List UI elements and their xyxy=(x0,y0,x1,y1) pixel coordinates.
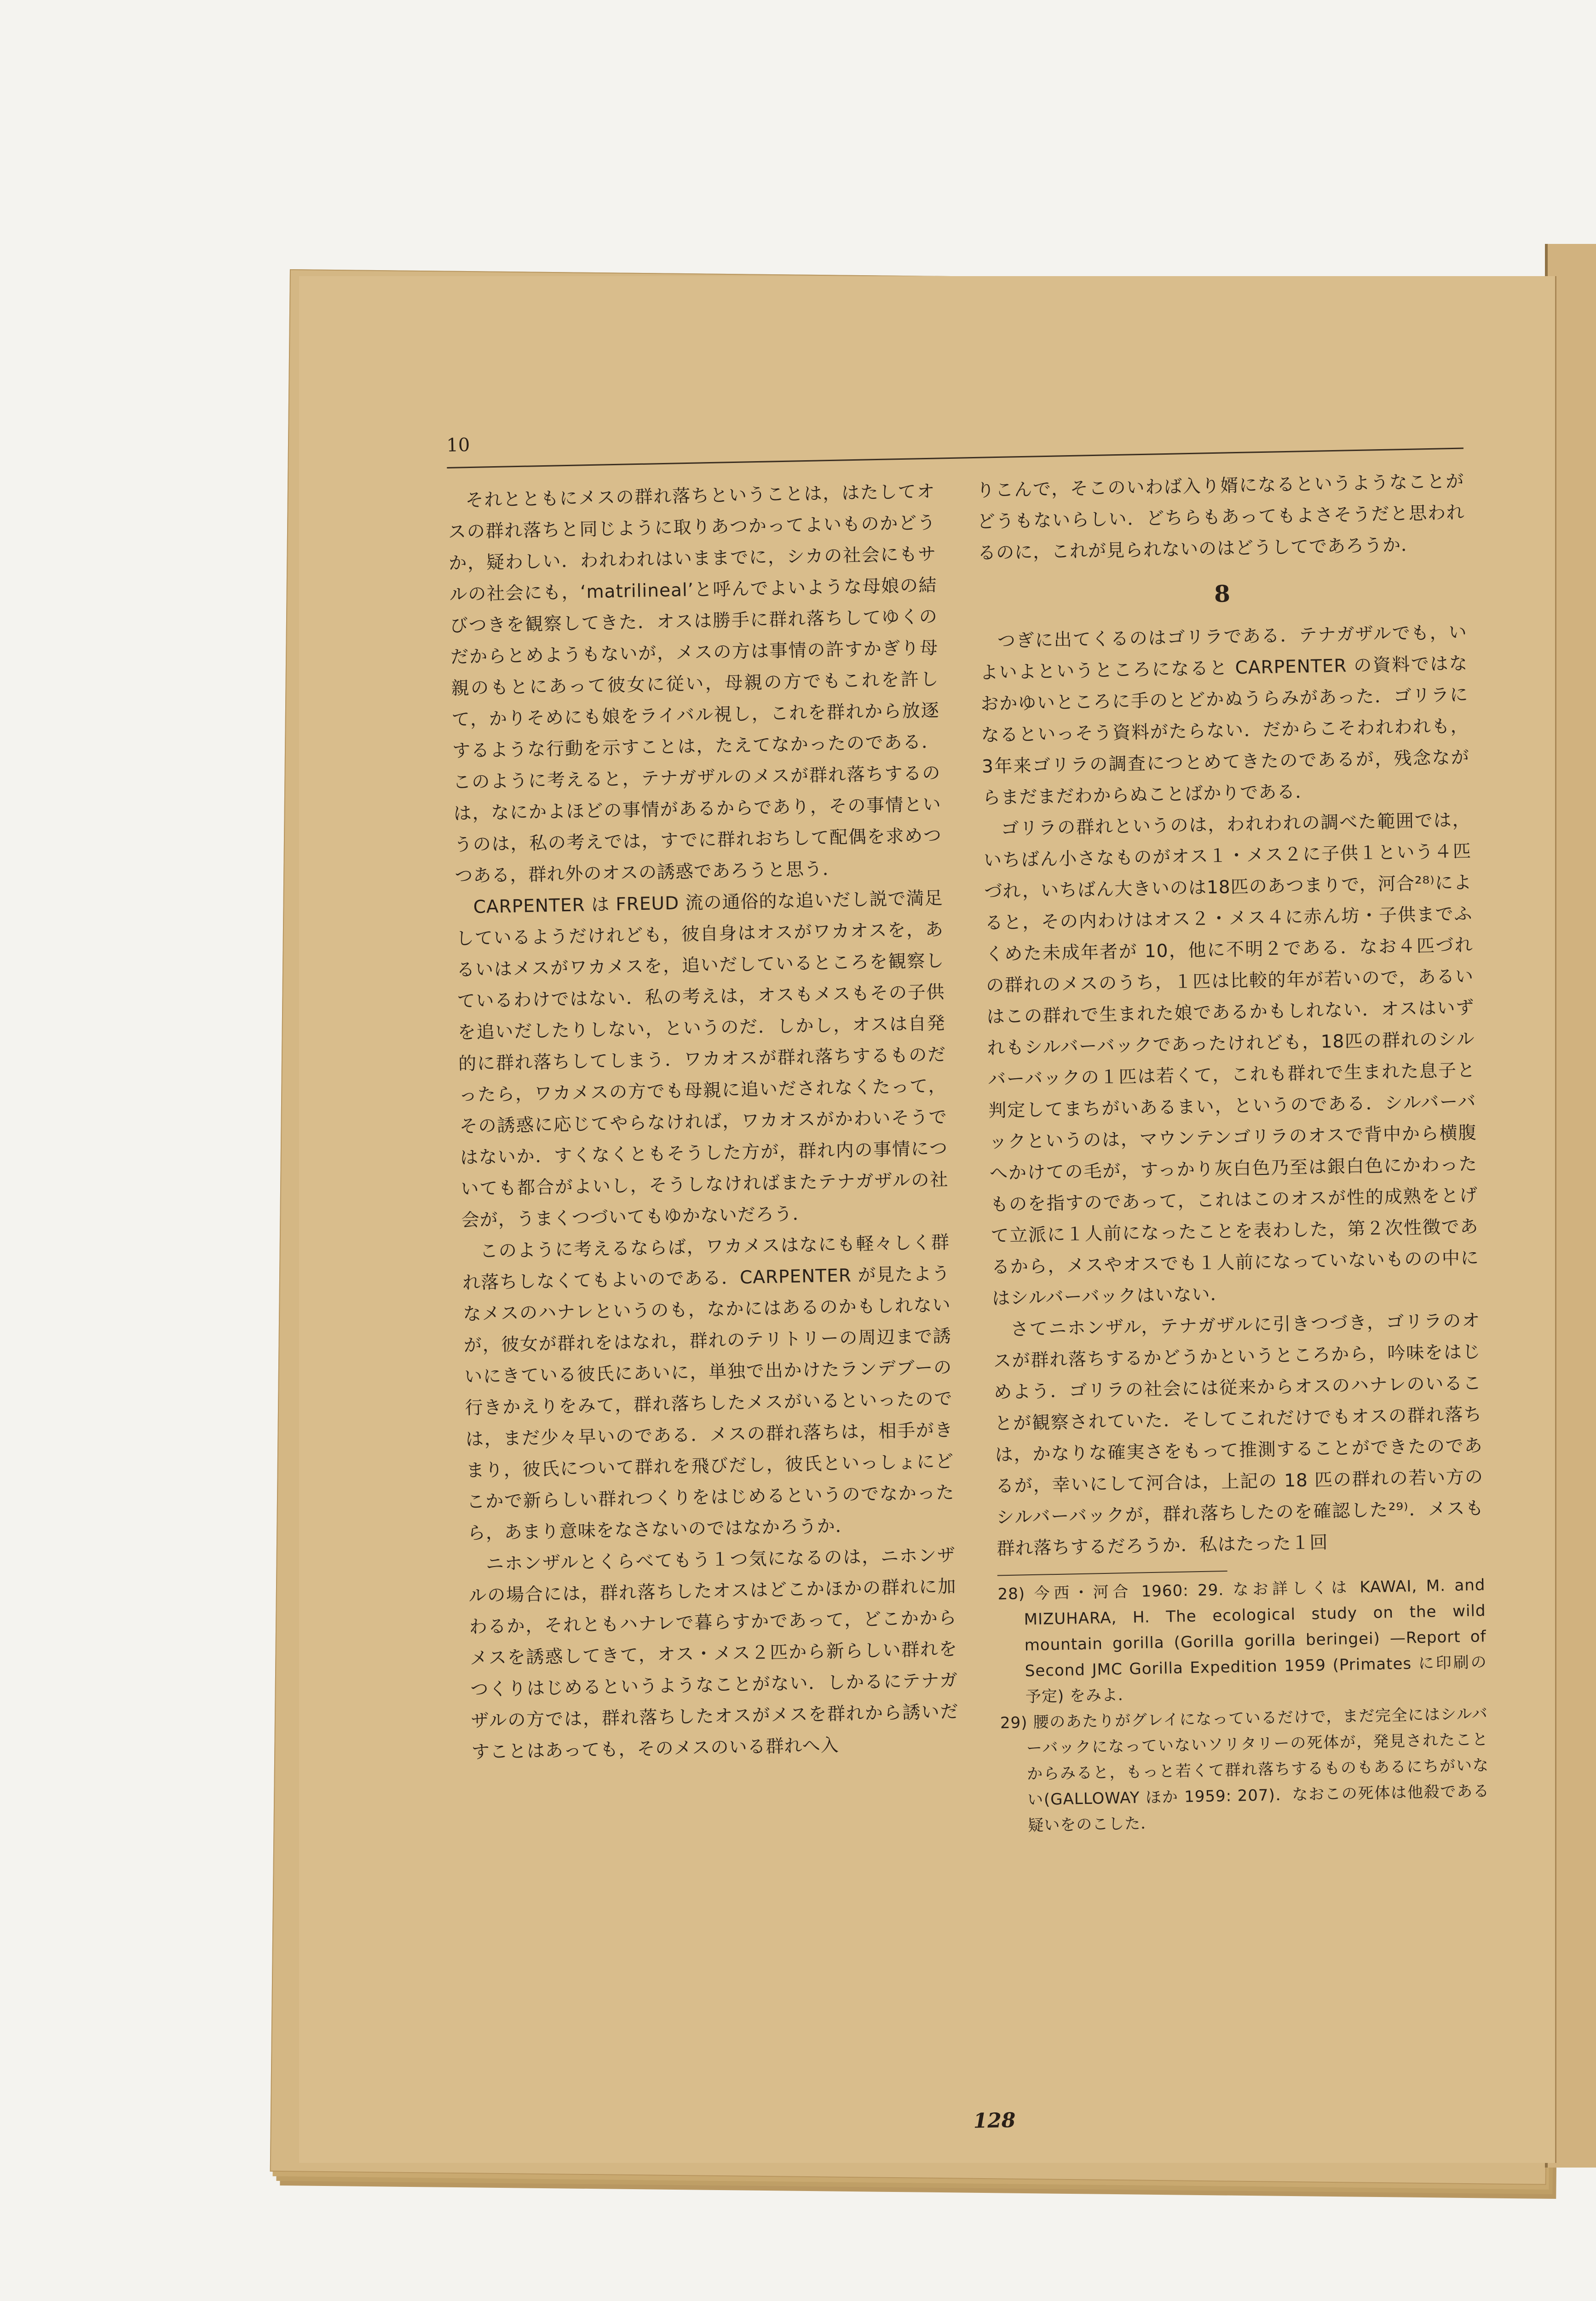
body-paragraph: さてニホンザル，テナガザルに引きつづき，ゴリラのオスが群れ落ちするかどうかというところから，吟味をはじめよう．ゴリラの社会には従来からオスのハナレのいることが観察されていた．そしてこれだけでもオスの群れ落ちは，かなりな確実さをもって推測することができたのであるが，幸いにして河合は，上記の 18 匹の群れの若い方のシルバーバックが，群れ落ちしたのを確認した²⁹⁾．メスも群れ落ちするだろうか．私はたった１回 xyxy=(993,1310,1484,1560)
page-content xyxy=(446,415,1510,2137)
book-page xyxy=(299,276,1556,2163)
body-paragraph: それとともにメスの群れ落ちということは，はたしてオスの群れ落ちと同じように取りあつかってよいものかどうか，疑わしい．われわれはいままでに，シカの社会にもサルの社会にも，‘matrilineal’と呼んでよいような母娘の結びつきを観察してきた．オスは勝手に群れ落ちしてゆくのだからとめようもないが，メスの方は事情の許すかぎり母親のもとにあって彼女に従い，母親の方でもこれを許して，かりそめにも娘をライバル視し，これを群れから放逐するような行動を示すことは，たえてなかったのである．このように考えると，テナガザルのメスが群れ落ちするのは，なにかよほどの事情があるからであり，その事情というのは，私の考えでは，すでに群れおちして配偶を求めつつある，群れ外のオスの誘惑であろうと思う． xyxy=(448,481,942,887)
body-paragraph: りこんで，そこのいわば入り婿になるというようなことがどうもないらしい．どちらもあってもよさそうだと思われるのに，これが見られないのはどうしてであろうか． xyxy=(976,471,1465,564)
body-paragraph: CARPENTER は FREUD 流の通俗的な追いだし説で満足しているようだけれども，彼自身はオスがワカオスを，あるいはメスがワカメスを，追いだしているところを観察しているわけではない．私の考えは，オスもメスもその子供を追いだしたりしない，というのだ．しかし，オスは自発的に群れ落ちしてしまう．ワカオスが群れ落ちするものだったら，ワカメスの方でも母親に追いだされなくたって，その誘惑に応じてやらなければ，ワカオスがかわいそうではないか．すくなくともそうした方が，群れ内の事情についても都合がよいし，そうしなければまたテナガザルの社会が，うまくつづいてもゆかないだろう． xyxy=(455,888,949,1231)
footnote-rule xyxy=(997,1571,1227,1576)
footnote: 28) 今西・河合 1960: 29. なお詳しくは KAWAI, M. and MIZUHARA, H. The ecological study on the wild mountain gorilla (Gorilla gorilla beringei) —Report of Second JMC Gorilla Expedition 1959 (Primates に印刷の予定) をみよ． xyxy=(997,1576,1487,1706)
body-paragraph: ゴリラの群れというのは，われわれの調べた範囲では，いちばん小さなものがオス１・メス２に子供１という４匹づれ，いちばん大きいのは18匹のあつまりで，河合²⁸⁾によると，その内わけはオス２・メス４に赤ん坊・子供までふくめた未成年者が 10，他に不明２である．なお４匹づれの群れのメスのうち，１匹は比較的年が若いので，あるいはこの群れで生まれた娘であるかもしれない．オスはいずれもシルバーバックであったけれども，18匹の群れのシルバーバックの１匹は若くて，これも群れで生まれた息子と判定してまちがいあるまい，というのである．シルバーバックというのは，マウンテンゴリラのオスで背中から横腹へかけての毛が，すっかり灰白色乃至は銀白色にかわったものを指すのであって，これはこのオスが性的成熟をとげて立派に１人前になったことを表わした，第２次性徴であるから，メスやオスでも１人前になっていないものの中にはシルバーバックはいない． xyxy=(983,809,1480,1309)
body-paragraph: このように考えるならば，ワカメスはなにも軽々しく群れ落ちしなくてもよいのである．CARPENTER が見たようなメスのハナレというのも，なかにはあるのかもしれないが，彼女が群れをはなれ，群れのテリトリーの周辺まで誘いにきている彼氏にあいに，単独で出かけたランデブーの行きかえりをみて，群れ落ちしたメスがいるといったのでは，まだ少々早いのである．メスの群れ落ちは，相手がきまり，彼氏について群れを飛びだし，彼氏といっしょにどこかで新らしい群れつくりをはじめるというのでなかったら，あまり意味をなさないのではなかろうか． xyxy=(462,1232,955,1544)
left-column xyxy=(447,476,959,1769)
footnote: 29) 腰のあたりがグレイになっているだけで，まだ完全にはシルバーバックになっていないソリタリーの死体が，発見されたことからみると，もっと若くて群れ落ちするものもあるにちがいない(GALLOWAY ほか 1959: 207)．なおこの死体は他殺である疑いをのこした． xyxy=(1000,1705,1490,1835)
body-paragraph: ニホンザルとくらべてもう１つ気になるのは，ニホンザルの場合には，群れ落ちしたオスはどこかほかの群れに加わるか，それともハナレで暮らすかであって，どこかからメスを誘惑してきて，オス・メス２匹から新らしい群れをつくりはじめるというようなことがない．しかるにテナガザルの方では，群れ落ちしたオスがメスを群れから誘いだすことはあっても，そのメスのいる群れへ入 xyxy=(468,1545,959,1763)
body-paragraph: つぎに出てくるのはゴリラである．テナガザルでも，いよいよというところになると CARPENTER の資料ではなおかゆいところに手のとどかぬうらみがあった．ゴリラになるといっそう資料がたらない．だからこそわれわれも，3年来ゴリラの調査につとめてきたのであるが，残念ながらまだまだわからぬことばかりである． xyxy=(979,622,1470,809)
running-page-number: 10 xyxy=(446,434,470,456)
header-rule xyxy=(447,448,1463,468)
right-column xyxy=(976,466,1490,1839)
folio-number: 128 xyxy=(973,2108,1016,2133)
section-heading: 8 xyxy=(1214,580,1231,608)
